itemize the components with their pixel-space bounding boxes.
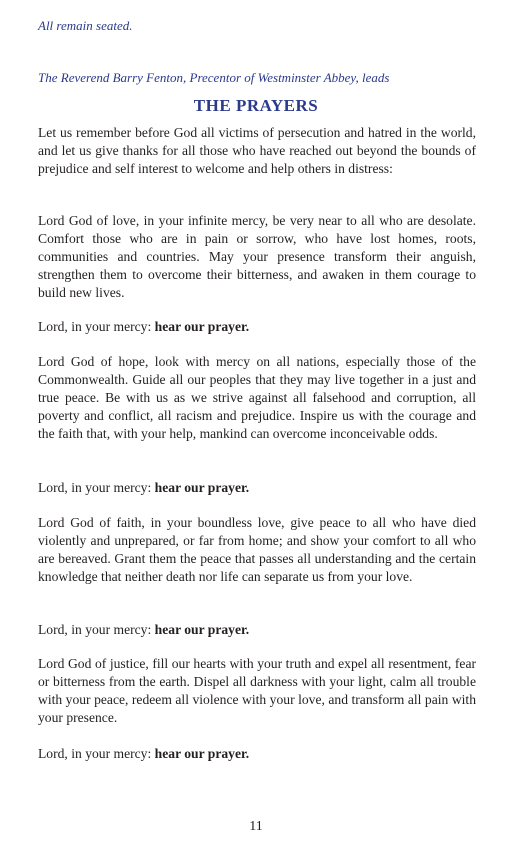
prayer-paragraph-justice: Lord God of justice, fill our hearts with your truth and expel all resentment, fear or bitterness from the earth. Dispel all darkness with your light, calm all trouble with your peace, redeem all violence with your love, and transform all pain with your presence. [38, 656, 476, 725]
versicle-text: Lord, in your mercy: [38, 480, 152, 495]
prayer-paragraph-faith: Lord God of faith, in your boundless love, give peace to all who have died violently and unprepared, or far from home; and show your comfort to all who are bereaved. Grant them the peace that passes all understanding and the certain knowledge that neither death nor life can separate us from your love. [38, 515, 476, 584]
intro-paragraph: Let us remember before God all victims of persecution and hatred in the world, and let us give thanks for all those who have reached out beyond the bounds of prejudice and self interest to welcome and help others in distress: [38, 125, 476, 176]
section-title: THE PRAYERS [193, 96, 319, 115]
rubric-leader: The Reverend Barry Fenton, Precentor of Westminster Abbey, leads [38, 70, 390, 85]
prayer-paragraph-love: Lord God of love, in your infinite mercy, be very near to all who are desolate. Comfort those who are in pain or sorrow, who have lost homes, roots, communities and countries. May your presence transform their anguish, strengthen them to overcome their bitterness, and awaken in them courage to build new lives. [38, 213, 476, 300]
response-text: hear our prayer. [154, 480, 250, 495]
response-text: hear our prayer. [154, 319, 250, 334]
rubric-seated: All remain seated. [38, 18, 133, 33]
response-line [38, 479, 476, 497]
response-text: hear our prayer. [154, 746, 250, 761]
response-text: hear our prayer. [154, 622, 250, 637]
versicle-text: Lord, in your mercy: [38, 319, 152, 334]
versicle-text: Lord, in your mercy: [38, 622, 152, 637]
response-line [38, 318, 476, 336]
versicle-text: Lord, in your mercy: [38, 746, 152, 761]
page-number: 11 [249, 819, 263, 834]
response-line [38, 621, 476, 639]
prayer-paragraph-hope: Lord God of hope, look with mercy on all nations, especially those of the Commonwealth. Guide all our peoples that they may live together in a just and true peace. Be with us as we strive against all falsehood and corruption, all poverty and conflict, all racism and prejudice. Inspire us with the courage and the faith that, with your help, mankind can overcome inconceivable odds. [38, 354, 476, 441]
response-line [38, 745, 476, 763]
